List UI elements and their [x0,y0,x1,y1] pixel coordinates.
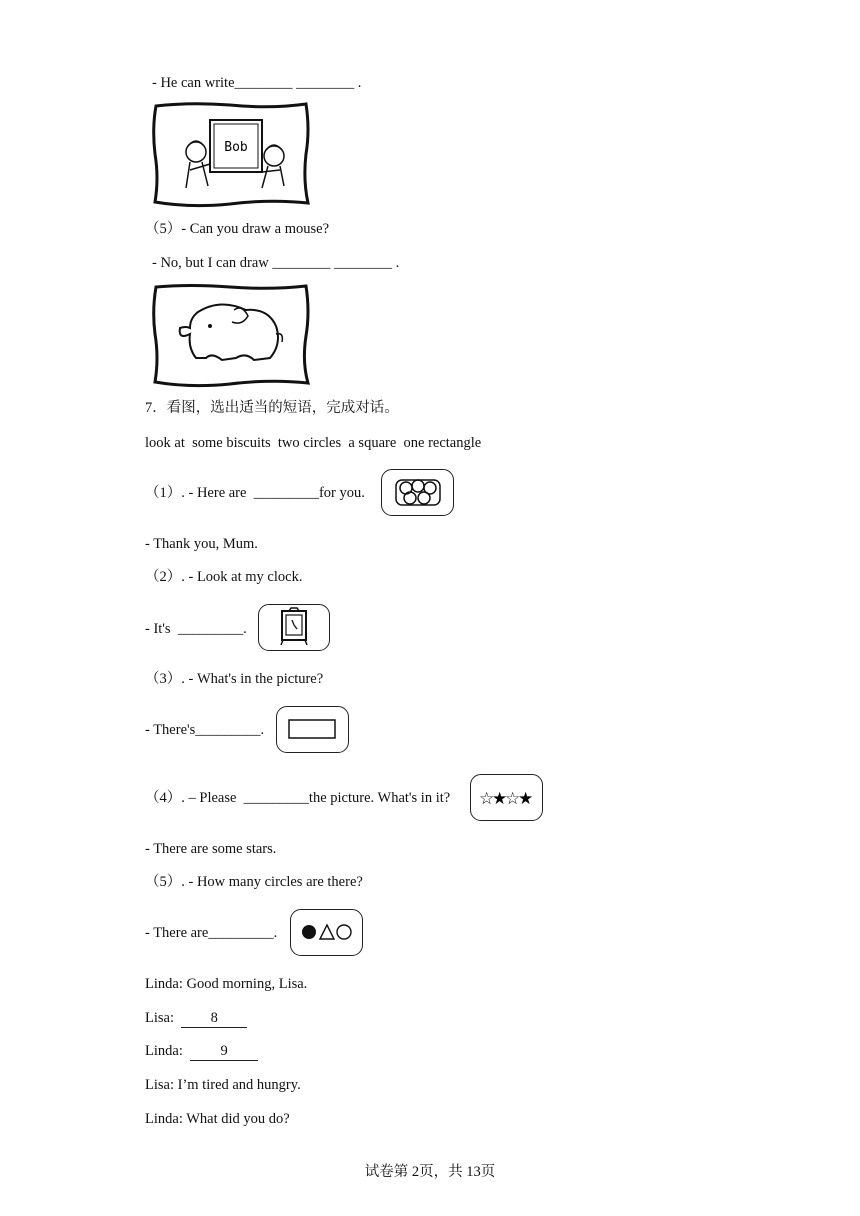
answer-blank[interactable]: _________ [177,621,244,637]
svg-text:☆: ☆ [479,789,495,809]
q7-item5-question: （5）. - How many circles are there? [145,874,363,890]
dialogue-line-4: Lisa: I’m tired and hungry. [145,1077,301,1093]
page-footer: 试卷第 2页，共 13页 [364,1164,496,1180]
q7-item4: （4）. – Please _________the picture. What's in it? [145,790,451,806]
svg-text:★: ★ [518,789,534,809]
dialogue-line-3: Linda: 9 [145,1041,258,1061]
dialogue-line-2: Lisa: 8 [145,1008,247,1028]
q7-item2-question: （2）. - Look at my clock. [145,569,303,585]
card-text: Bob [224,140,248,155]
answer-blank-9[interactable]: 9 [190,1043,258,1061]
q7-item1: （1）. - Here are _________for you. [145,485,365,501]
answer-blank[interactable]: _________ [208,925,274,941]
shapes-icon [290,909,363,956]
q7-word-bank: look at some biscuits two circles a square one rectangle [145,435,482,451]
stars-icon [470,774,543,821]
svg-text:☆: ☆ [505,789,521,809]
q7-instruction: 7．看图，选出适当的短语，完成对话。 [145,400,399,416]
q7-item4-reply: - There are some stars. [145,841,277,857]
q7-item5-answer: - There are_________. [145,925,278,941]
q7-item3-answer: - There's_________. [145,722,265,738]
dialogue-line-1: Linda: Good morning, Lisa. [145,976,308,992]
svg-text:★: ★ [492,789,508,809]
q6-item5-question: （5）- Can you draw a mouse? [145,221,330,237]
q7-item2-answer: - It's _________. [145,621,247,637]
q7-item3-question: （3）. - What's in the picture? [145,671,324,687]
answer-blank[interactable]: _________ [243,790,309,806]
elephant-picture [150,282,312,388]
bob-card-picture [150,100,312,208]
rectangle-icon [276,706,349,753]
answer-blank-8[interactable]: 8 [181,1010,247,1028]
answer-blank[interactable]: _________ [195,722,261,738]
q7-item1-reply: - Thank you, Mum. [145,536,258,552]
q6-item4-answer: - He can write________ ________ . [152,75,362,91]
clock-icon [258,604,330,651]
q6-item5-answer: - No, but I can draw ________ ________ . [152,255,400,271]
dialogue-line-5: Linda: What did you do? [145,1111,290,1127]
answer-blank[interactable]: _________ [253,485,319,501]
biscuits-icon [381,469,454,516]
